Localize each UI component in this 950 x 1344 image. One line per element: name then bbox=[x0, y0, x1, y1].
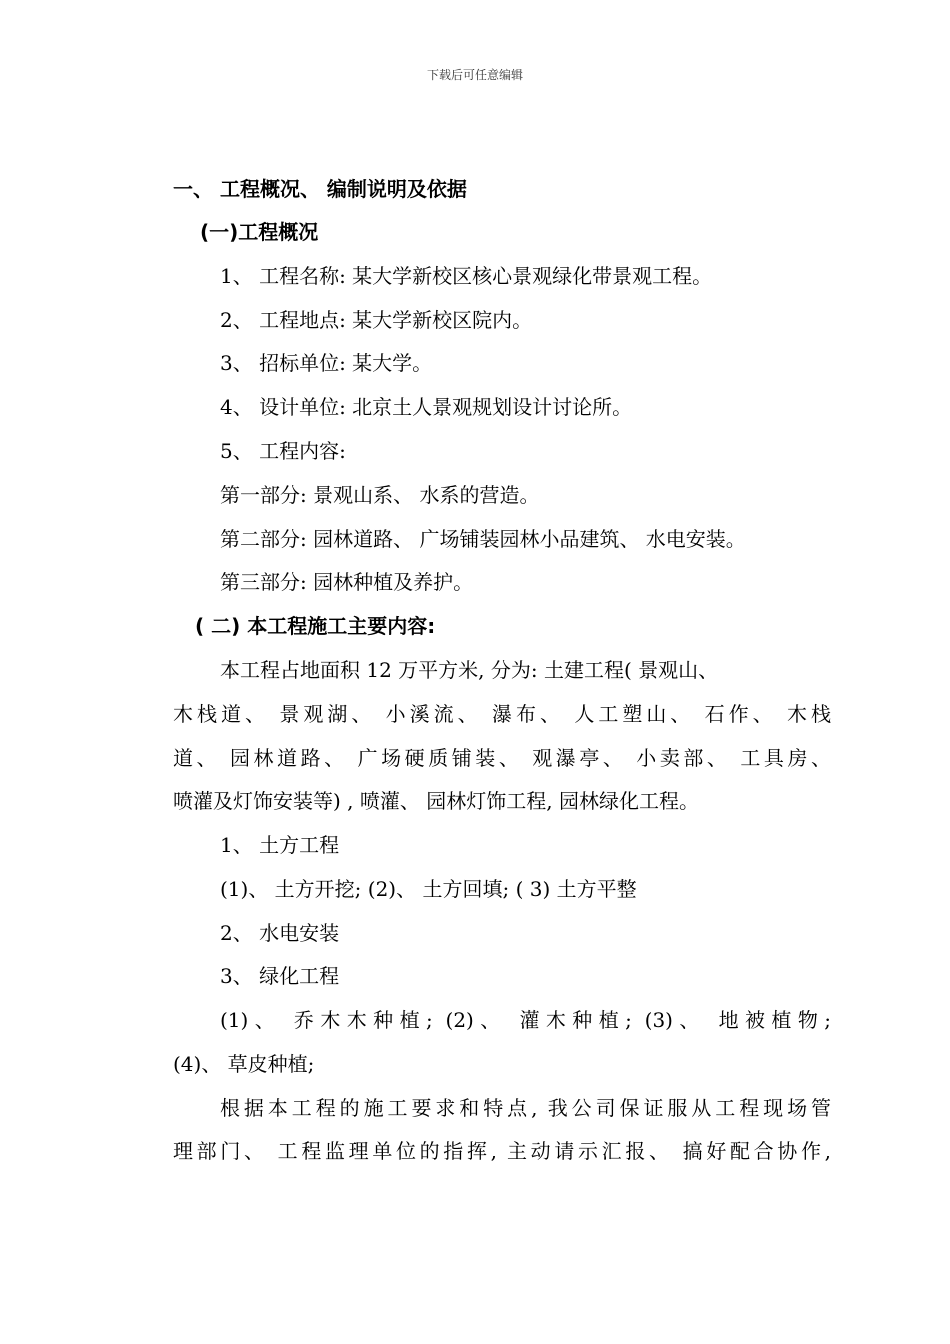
subitem-greening-detail-line-2: (4)、 草皮种植; bbox=[173, 1052, 315, 1076]
subitem-earthwork-detail: (1)、 土方开挖; (2)、 土方回填; ( 3) 土方平整 bbox=[220, 877, 637, 901]
heading-level-1: 一、 工程概况、 编制说明及依据 bbox=[173, 177, 467, 201]
part-three: 第三部分: 园林种植及养护。 bbox=[220, 570, 474, 594]
intro-paragraph-line-4: 喷灌及灯饰安装等) , 喷灌、 园林灯饰工程, 园林绿化工程。 bbox=[173, 789, 699, 813]
intro-paragraph-line-3: 道、 园林道路、 广场硬质铺装、 观瀑亭、 小卖部、 工具房、 bbox=[173, 746, 831, 770]
list-item-project-content: 5、 工程内容: bbox=[220, 439, 346, 463]
subitem-utilities-title: 2、 水电安装 bbox=[220, 921, 340, 945]
intro-paragraph-line-1: 本工程占地面积 12 万平方米, 分为: 土建工程( 景观山、 bbox=[220, 658, 719, 682]
closing-paragraph-line-2: 理部门、 工程监理单位的指挥, 主动请示汇报、 搞好配合协作, bbox=[173, 1139, 831, 1163]
header-note: 下载后可任意编辑 bbox=[426, 68, 523, 82]
list-item-project-name: 1、 工程名称: 某大学新校区核心景观绿化带景观工程。 bbox=[220, 264, 713, 288]
list-item-project-location: 2、 工程地点: 某大学新校区院内。 bbox=[220, 308, 533, 332]
subitem-greening-title: 3、 绿化工程 bbox=[220, 964, 340, 988]
subitem-earthwork-title: 1、 土方工程 bbox=[220, 833, 340, 857]
part-two: 第二部分: 园林道路、 广场铺装园林小品建筑、 水电安装。 bbox=[220, 527, 746, 551]
list-item-design-unit: 4、 设计单位: 北京土人景观规划设计讨论所。 bbox=[220, 395, 633, 419]
part-one: 第一部分: 景观山系、 水系的营造。 bbox=[220, 483, 540, 507]
section-heading-project-overview: (一)工程概况 bbox=[200, 220, 319, 244]
subitem-greening-detail-line-1: (1)、 乔木木种植; (2)、 灌木种植; (3)、 地被植物; bbox=[220, 1008, 831, 1032]
intro-paragraph-line-2: 木栈道、 景观湖、 小溪流、 瀑布、 人工塑山、 石作、 木栈 bbox=[173, 702, 831, 726]
closing-paragraph-line-1: 根据本工程的施工要求和特点, 我公司保证服从工程现场管 bbox=[220, 1096, 831, 1120]
section-heading-main-content: ( 二) 本工程施工主要内容: bbox=[195, 614, 436, 638]
list-item-bidding-unit: 3、 招标单位: 某大学。 bbox=[220, 351, 433, 375]
